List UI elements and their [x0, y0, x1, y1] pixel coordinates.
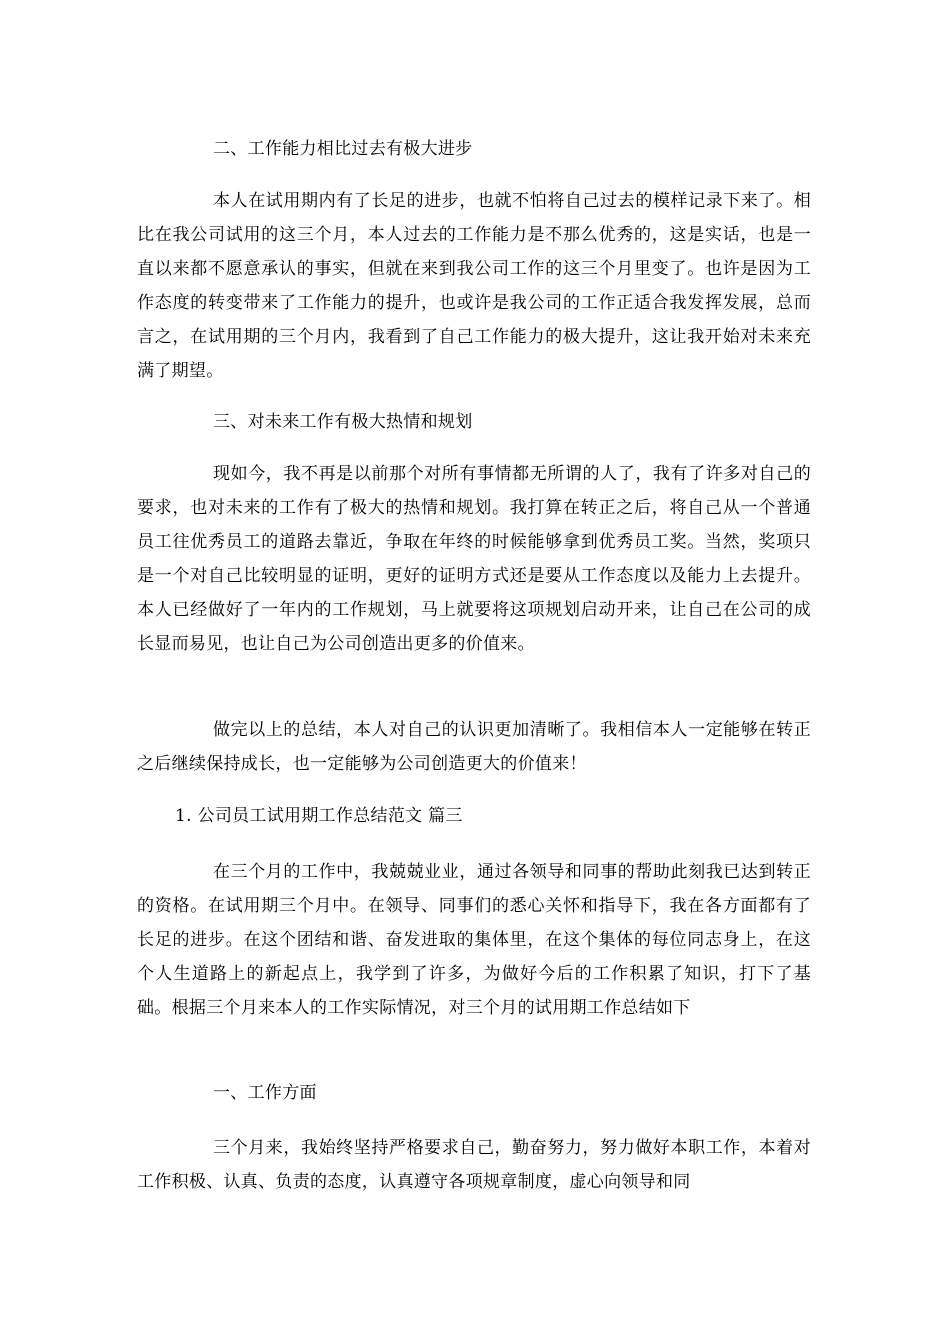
paragraph-future: 现如今，我不再是以前那个对所有事情都无所谓的人了，我有了许多对自己的要求，也对未来的工作有了极大的热情和规划。我打算在转正之后，将自己从一个普通员工往优秀员工的道路去靠近，争取在年终的时候能够拿到优秀员工奖。当然，奖项只是一个对自己比较明显的证明，更好的证明方式还是要从工作态度以及能力上去提升。本人已经做好了一年内的工作规划，马上就要将这项规划启动开来，让自己在公司的成长显而易见，也让自己为公司创造出更多的价值来。: [137, 464, 811, 654]
paragraph-work: 三个月来，我始终坚持严格要求自己，勤奋努力，努力做好本职工作，本着对工作积极、认真、负责的态度，认真遵守各项规章制度，虚心向领导和同: [137, 1138, 811, 1192]
paragraph-intro: 在三个月的工作中，我兢兢业业，通过各领导和同事的帮助此刻我已达到转正的资格。在试用期三个月中。在领导、同事们的悉心关怀和指导下，我在各方面都有了长足的进步。在这个团结和谐、奋发进取的集体里，在这个集体的每位同志身上，在这个人生道路上的新起点上，我学到了许多，为做好今后的工作积累了知识，打下了基础。根据三个月来本人的工作实际情况，对三个月的试用期工作总结如下: [137, 862, 811, 1018]
paragraph-progress: 本人在试用期内有了长足的进步，也就不怕将自己过去的模样记录下来了。相比在我公司试用的这三个月，本人过去的工作能力是不那么优秀的，这是实话，也是一直以来都不愿意承认的事实，但就在来到我公司工作的这三个月里变了。也许是因为工作态度的转变带来了工作能力的提升，也或许是我公司的工作正适合我发挥发展，总而言之，在试用期的三个月内，我看到了自己工作能力的极大提升，这让我开始对未来充满了期望。: [137, 191, 811, 381]
section-heading-work: 一、工作方面: [213, 1083, 317, 1103]
list-heading-example-three: 1. 公司员工试用期工作总结范文 篇三: [175, 806, 463, 826]
paragraph-summary: 做完以上的总结，本人对自己的认识更加清晰了。我相信本人一定能够在转正之后继续保持成长，也一定能够为公司创造更大的价值来！: [137, 720, 811, 774]
section-heading-ability: 二、工作能力相比过去有极大进步: [213, 139, 473, 159]
section-heading-future: 三、对未来工作有极大热情和规划: [213, 412, 473, 432]
